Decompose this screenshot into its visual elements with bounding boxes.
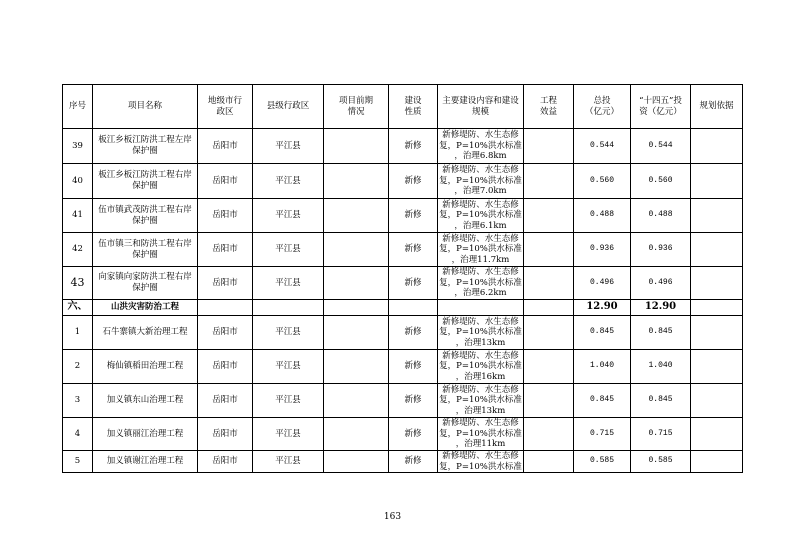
header-county: 县级行政区 (253, 85, 324, 129)
header-city: 地级市行 政区 (198, 85, 253, 129)
cell-benefit (524, 350, 574, 384)
cell-city: 岳阳市 (198, 350, 253, 384)
cell-seq: 41 (63, 199, 93, 233)
table-row (63, 199, 743, 233)
table-row (63, 267, 743, 300)
cell-benefit (524, 418, 574, 451)
table-row (63, 451, 743, 473)
cell-project-name: 加义镇谢江治理工程 (93, 451, 198, 473)
cell-prelim (324, 418, 389, 451)
cell-content: 新修堤防、水生态修 复，P=10%洪水标准 ，治理6.2km (439, 267, 522, 299)
cell-project-name: 石牛寨镇大新治理工程 (93, 316, 198, 350)
cell-county: 平江县 (253, 418, 324, 451)
cell-city: 岳阳市 (198, 233, 253, 267)
cell-benefit (524, 384, 574, 418)
page-number: 163 (383, 512, 402, 522)
cell-project-name: 向家镇向家防洪工程右岸 保护圈 (93, 267, 198, 300)
cell-nature: 新修 (389, 164, 438, 199)
cell-seq: 40 (63, 164, 93, 199)
cell-project-name: 伍市镇三和防洪工程右岸 保护圈 (93, 233, 198, 267)
cell-14th-plan-investment: 0.585 (631, 451, 691, 473)
cell-basis (691, 384, 743, 418)
cell-benefit (524, 316, 574, 350)
section-14th-plan-investment: 12.90 (631, 300, 691, 316)
cell-seq: 5 (63, 451, 93, 473)
cell-county: 平江县 (253, 384, 324, 418)
header-prelim: 项目前期 情况 (324, 85, 389, 129)
cell-content: 新修堤防、水生态修 复，P=10%洪水标准 ，治理7.0km (438, 164, 524, 199)
cell-county: 平江县 (253, 164, 324, 199)
cell-basis (691, 451, 743, 473)
cell-basis (691, 300, 743, 316)
cell-14th-plan-investment: 0.845 (631, 384, 691, 418)
table-row (63, 164, 743, 199)
cell-nature: 新修 (389, 267, 438, 300)
cell-benefit (524, 129, 574, 164)
cell-basis (691, 350, 743, 384)
header-content: 主要建设内容和建设 规模 (438, 85, 524, 129)
section-seq: 六、 (63, 300, 93, 316)
cell-14th-plan-investment: 0.560 (631, 164, 691, 199)
cell-nature: 新修 (389, 129, 438, 164)
cell-basis (691, 164, 743, 199)
header-total-investment: 总投 （亿元） (574, 85, 631, 129)
header-benefit: 工程 效益 (524, 85, 574, 129)
header-seq: 序号 (63, 85, 93, 129)
cell-basis (691, 316, 743, 350)
table-row (63, 316, 743, 350)
cell-content: 新修堤防、水生态修 复，P=10%洪水标准 (439, 451, 522, 472)
cell-city: 岳阳市 (198, 164, 253, 199)
cell-county: 平江县 (253, 316, 324, 350)
section-row (63, 300, 743, 316)
cell-project-name: 板江乡板江防洪工程左岸 保护圈 (93, 129, 198, 164)
cell-seq: 2 (63, 350, 93, 384)
cell-benefit (524, 164, 574, 199)
cell-content: 新修堤防、水生态修 复，P=10%洪水标准 ，治理11.7km (439, 233, 522, 265)
cell-content: 新修堤防、水生态修 复，P=10%洪水标准 ，治理11km (439, 418, 522, 450)
cell-prelim (324, 300, 389, 316)
cell-total-investment: 0.585 (574, 451, 631, 473)
cell-14th-plan-investment: 0.544 (631, 129, 691, 164)
table-row (63, 129, 743, 164)
header-project-name: 项目名称 (93, 85, 198, 129)
cell-prelim (324, 267, 389, 300)
cell-seq: 1 (63, 316, 93, 350)
cell-city: 岳阳市 (198, 316, 253, 350)
cell-seq: 39 (63, 129, 93, 164)
cell-prelim (324, 451, 389, 473)
cell-nature: 新修 (389, 418, 438, 451)
cell-benefit (524, 233, 574, 267)
cell-content: 新修堤防、水生态修 复，P=10%洪水标准 ，治理13km (439, 316, 522, 348)
cell-total-investment: 0.936 (574, 233, 631, 267)
project-table (62, 84, 743, 473)
cell-benefit (524, 451, 574, 473)
cell-benefit (524, 199, 574, 233)
cell-total-investment: 0.715 (574, 418, 631, 451)
cell-county: 平江县 (253, 199, 324, 233)
cell-nature: 新修 (389, 451, 438, 473)
cell-content: 新修堤防、水生态修 复，P=10%洪水标准 ，治理13km (439, 384, 522, 416)
cell-seq: 42 (63, 233, 93, 267)
cell-benefit (524, 300, 574, 316)
cell-prelim (324, 233, 389, 267)
table-row (63, 384, 743, 418)
cell-14th-plan-investment: 0.488 (631, 199, 691, 233)
cell-nature: 新修 (389, 233, 438, 267)
cell-city: 岳阳市 (198, 418, 253, 451)
cell-seq: 43 (63, 267, 93, 300)
cell-project-name: 加义镇丽江治理工程 (93, 418, 198, 451)
cell-prelim (324, 129, 389, 164)
header-basis: 规划依据 (691, 85, 743, 129)
cell-content: 新修堤防、水生态修 复，P=10%洪水标准 ，治理6.8km (438, 129, 524, 164)
cell-county: 平江县 (253, 233, 324, 267)
cell-14th-plan-investment: 1.040 (631, 350, 691, 384)
cell-benefit (524, 267, 574, 300)
cell-prelim (324, 316, 389, 350)
cell-project-name: 板江乡板江防洪工程右岸 保护圈 (93, 164, 198, 199)
section-title: 山洪灾害防治工程 (93, 300, 198, 316)
cell-city: 岳阳市 (198, 129, 253, 164)
cell-project-name: 梅仙镇稻田治理工程 (93, 350, 198, 384)
section-total-investment: 12.90 (574, 300, 631, 316)
cell-basis (691, 418, 743, 451)
cell-14th-plan-investment: 0.496 (631, 267, 691, 300)
cell-city: 岳阳市 (198, 199, 253, 233)
cell-total-investment: 0.496 (574, 267, 631, 300)
cell-county: 平江县 (253, 129, 324, 164)
cell-seq: 4 (63, 418, 93, 451)
cell-content: 新修堤防、水生态修 复，P=10%洪水标准 ，治理6.1km (439, 199, 522, 231)
cell-basis (691, 267, 743, 300)
cell-basis (691, 129, 743, 164)
cell-nature: 新修 (389, 316, 438, 350)
table-header-row (63, 85, 743, 129)
cell-14th-plan-investment: 0.936 (631, 233, 691, 267)
cell-prelim (324, 384, 389, 418)
header-14th-plan-investment: “十四五”投 资（亿元） (631, 85, 691, 129)
cell-total-investment: 0.544 (574, 129, 631, 164)
table-row (63, 233, 743, 267)
cell-nature: 新修 (389, 350, 438, 384)
cell-county: 平江县 (253, 451, 324, 473)
cell-nature: 新修 (389, 384, 438, 418)
cell-county: 平江县 (253, 350, 324, 384)
cell-total-investment: 0.488 (574, 199, 631, 233)
cell-city: 岳阳市 (198, 267, 253, 300)
cell-prelim (324, 164, 389, 199)
header-nature: 建设 性质 (389, 85, 438, 129)
cell-prelim (324, 350, 389, 384)
cell-seq: 3 (63, 384, 93, 418)
table-row (63, 350, 743, 384)
cell-content (438, 300, 524, 316)
cell-14th-plan-investment: 0.715 (631, 418, 691, 451)
cell-total-investment: 1.040 (574, 350, 631, 384)
cell-basis (691, 199, 743, 233)
cell-city (198, 300, 253, 316)
cell-city: 岳阳市 (198, 451, 253, 473)
cell-total-investment: 0.845 (574, 316, 631, 350)
cell-nature (389, 300, 438, 316)
cell-basis (691, 233, 743, 267)
cell-county: 平江县 (253, 267, 324, 300)
cell-county (253, 300, 324, 316)
cell-project-name: 加义镇东山治理工程 (93, 384, 198, 418)
cell-project-name: 伍市镇武茂防洪工程右岸 保护圈 (93, 199, 198, 233)
cell-prelim (324, 199, 389, 233)
cell-city: 岳阳市 (198, 384, 253, 418)
cell-nature: 新修 (389, 199, 438, 233)
cell-14th-plan-investment: 0.845 (631, 316, 691, 350)
cell-total-investment: 0.560 (574, 164, 631, 199)
cell-content: 新修堤防、水生态修 复，P=10%洪水标准 ，治理16km (439, 350, 522, 382)
table-row (63, 418, 743, 451)
cell-total-investment: 0.845 (574, 384, 631, 418)
